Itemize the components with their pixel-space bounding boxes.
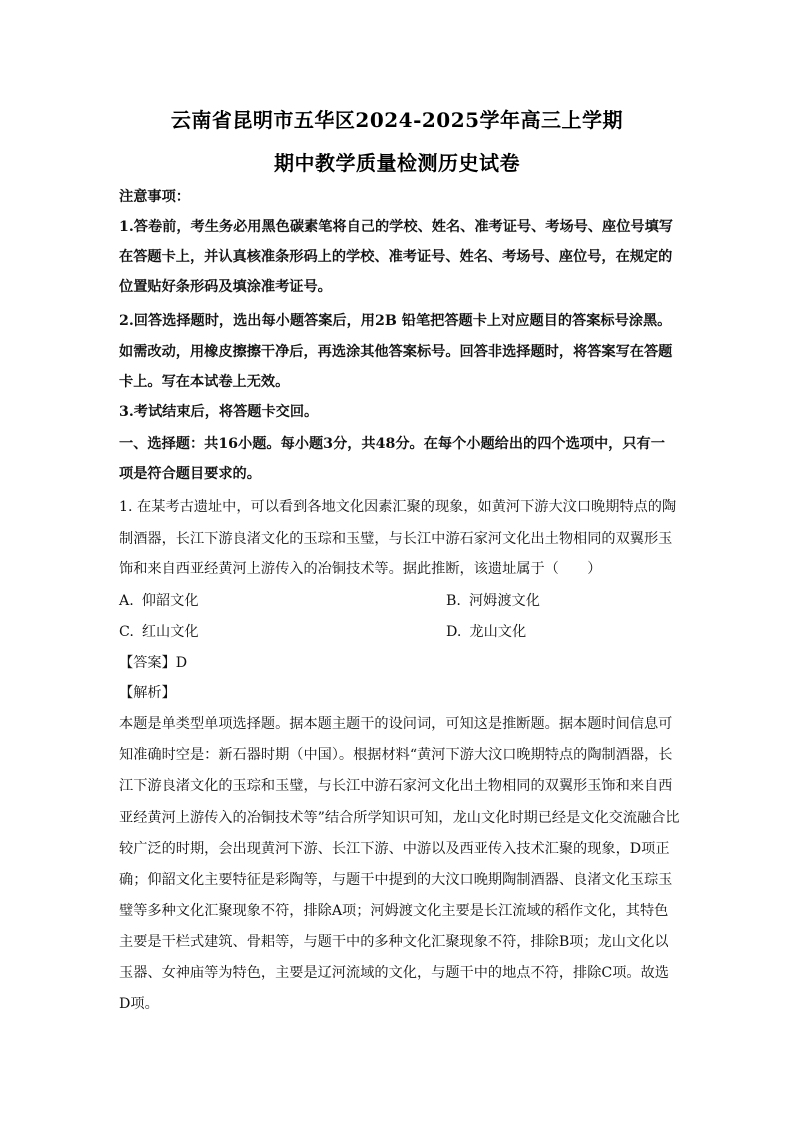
analysis-line: 玉器、女神庙等为特色，主要是辽河流域的文化，与题干中的地点不符，排除C项。故选: [119, 965, 669, 981]
notice-line: 在答题卡上，并认真核准条形码上的学校、准考证号、姓名、考场号、座位号，在规定的: [119, 249, 673, 265]
option-text: 仰韶文化: [141, 593, 199, 609]
analysis-line: 本题是单类型单项选择题。据本题主题干的设问词，可知这是推断题。据本题时间信息可: [119, 716, 673, 732]
notice-line: 卡上。写在本试卷上无效。: [119, 374, 290, 390]
question-stem-line: 制酒器，长江下游良渚文化的玉琮和玉璧，与长江中游石家河文化出土物相同的双翼形玉: [119, 531, 673, 547]
option-c: [119, 622, 199, 642]
exam-title-line-2: 期中教学质量检测历史试卷: [274, 151, 520, 175]
analysis-label: 【解析】: [119, 685, 176, 701]
analysis-line: 知准确时空是：新石器时期（中国）。根据材料“黄河下游大汶口晚期特点的陶制酒器，长: [119, 747, 673, 763]
option-text: 河姆渡文化: [468, 593, 540, 609]
notice-heading: 注意事项：: [119, 189, 190, 205]
option-letter: C.: [119, 624, 134, 640]
option-text: 红山文化: [141, 624, 199, 640]
analysis-line: 确；仰韶文化主要特征是彩陶等，与题干中提到的大汶口晚期陶制酒器、良渚文化玉琮玉: [119, 872, 673, 888]
notice-line: 位置贴好条形码及填涂准考证号。: [119, 279, 332, 295]
notice-line: 1.答卷前，考生务必用黑色碳素笔将自己的学校、姓名、准考证号、考场号、座位号填写: [119, 219, 673, 235]
option-text: 龙山文化: [469, 624, 527, 640]
exam-title-line-1: 云南省昆明市五华区2024-2025学年高三上学期: [170, 108, 624, 132]
analysis-line: 亚经黄河上游传入的冶铜技术等”结合所学知识可知，龙山文化时期已经是文化交流融合比: [119, 810, 680, 826]
notice-line: 3.考试结束后，将答题卡交回。: [119, 404, 319, 420]
section-heading-line: 一、选择题：共16小题。每小题3分，共48分。在每个小题给出的四个选项中，只有一: [119, 436, 665, 452]
analysis-line: D项。: [119, 996, 159, 1012]
analysis-line: 主要是干栏式建筑、骨耜等，与题干中的多种文化汇聚现象不符，排除B项；龙山文化以: [119, 934, 669, 950]
section-heading-line: 项是符合题目要求的。: [119, 466, 261, 482]
option-b: [446, 591, 540, 611]
option-letter: D.: [446, 624, 462, 640]
question-stem-line: 1. 在某考古遗址中，可以看到各地文化因素汇聚的现象，如黄河下游大汶口晚期特点的陶: [119, 499, 677, 515]
option-d: [446, 622, 526, 642]
analysis-line: 璧等多种文化汇聚现象不符，排除A项；河姆渡文化主要是长江流域的稻作文化，其特色: [119, 903, 669, 919]
option-letter: B.: [446, 593, 461, 609]
question-stem-line: 饰和来自西亚经黄河上游传入的冶铜技术等。据此推断，该遗址属于（ ）: [119, 561, 602, 577]
option-a: [119, 591, 199, 611]
notice-line: 2.回答选择题时，选出每小题答案后，用2B 铅笔把答题卡上对应题目的答案标号涂黑。: [119, 313, 672, 329]
option-letter: A.: [119, 593, 134, 609]
analysis-line: 较广泛的时期，会出现黄河下游、长江下游、中游以及西亚传入技术汇聚的现象，D项正: [119, 841, 670, 857]
analysis-line: 江下游良渚文化的玉琮和玉璧，与长江中游石家河文化出土物相同的双翼形玉饰和来自西: [119, 778, 673, 794]
notice-line: 如需改动，用橡皮擦擦干净后，再选涂其他答案标号。回答非选择题时，将答案写在答题: [119, 344, 673, 360]
answer-label: 【答案】D: [119, 655, 188, 671]
